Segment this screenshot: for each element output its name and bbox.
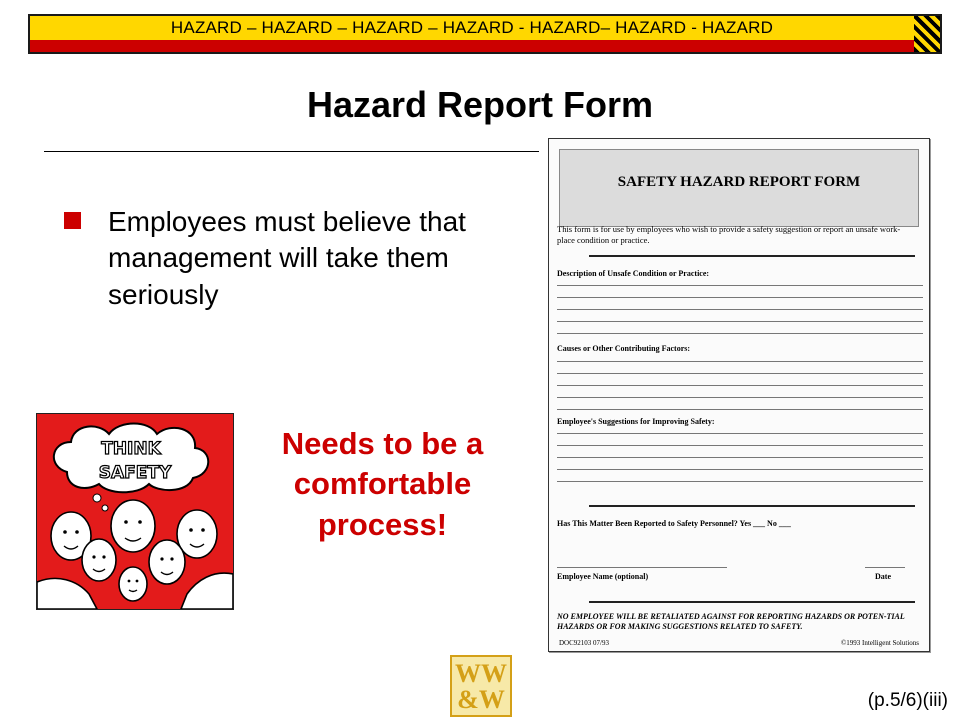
title-divider <box>44 151 539 152</box>
form-section-suggestions: Employee's Suggestions for Improving Safety: <box>557 417 715 426</box>
form-line <box>557 297 923 298</box>
logo-line-1: WW <box>455 659 507 688</box>
think-safety-cartoon <box>36 413 234 610</box>
form-section-description: Description of Unsafe Condition or Practice: <box>557 269 710 278</box>
form-divider <box>589 601 915 603</box>
cartoon-text-think: THINK <box>101 439 161 459</box>
form-title: SAFETY HAZARD REPORT FORM <box>617 174 861 190</box>
callout-text <box>255 424 510 545</box>
form-divider <box>589 505 915 507</box>
page-reference: (p.5/6)(iii) <box>867 690 948 711</box>
form-header-box <box>559 149 919 227</box>
form-question: Has This Matter Been Reported to Safety Personnel? Yes ___ No ___ <box>557 519 791 528</box>
bullet-item <box>64 204 484 313</box>
form-line <box>557 333 923 334</box>
hazard-banner-text: HAZARD – HAZARD – HAZARD – HAZARD - HAZARD– HAZARD - HAZARD <box>30 16 914 40</box>
form-line <box>557 397 923 398</box>
slide-title: Hazard Report Form <box>306 84 654 125</box>
form-line <box>557 285 923 286</box>
square-bullet-icon <box>64 212 81 229</box>
form-date-line <box>865 567 905 568</box>
form-divider <box>589 255 915 257</box>
form-copyright: ©1993 Intelligent Solutions <box>840 639 919 647</box>
callout-line-2: comfortable <box>293 466 472 502</box>
form-line <box>557 469 923 470</box>
callout-line-3: process! <box>317 506 448 542</box>
form-line <box>557 385 923 386</box>
form-line <box>557 373 923 374</box>
form-note: NO EMPLOYEE WILL BE RETALIATED AGAINST FOR REPORTING HAZARDS OR POTEN-TIAL HAZARDS OR FOR MAKING SUGGESTIONS RELATED TO SAFETY. <box>557 612 905 632</box>
cartoon-text-safety: SAFETY <box>98 463 172 483</box>
form-section-causes: Causes or Other Contributing Factors: <box>557 344 691 353</box>
form-line <box>557 409 923 410</box>
form-line <box>557 481 923 482</box>
hazard-banner <box>28 14 942 54</box>
logo-line-2: &W <box>457 685 505 714</box>
form-name-line <box>557 567 727 568</box>
bullet-text: Employees must believe that management will take them seriously <box>108 206 466 310</box>
form-line <box>557 433 923 434</box>
form-name-label: Employee Name (optional) <box>557 572 649 581</box>
hazard-stripes-icon <box>914 16 940 52</box>
form-line <box>557 321 923 322</box>
form-line <box>557 361 923 362</box>
form-line <box>557 457 923 458</box>
ww-logo <box>450 655 512 717</box>
form-date-label: Date <box>875 572 891 581</box>
callout-line-1: Needs to be a <box>281 426 484 461</box>
form-line <box>557 445 923 446</box>
safety-hazard-report-form-image <box>548 138 930 652</box>
form-intro: This form is for use by employees who wish to provide a safety suggestion or report an unsafe work-place condition or practice. <box>557 224 901 246</box>
form-line <box>557 309 923 310</box>
form-doc-code: DOC92103 07/93 <box>559 639 609 647</box>
